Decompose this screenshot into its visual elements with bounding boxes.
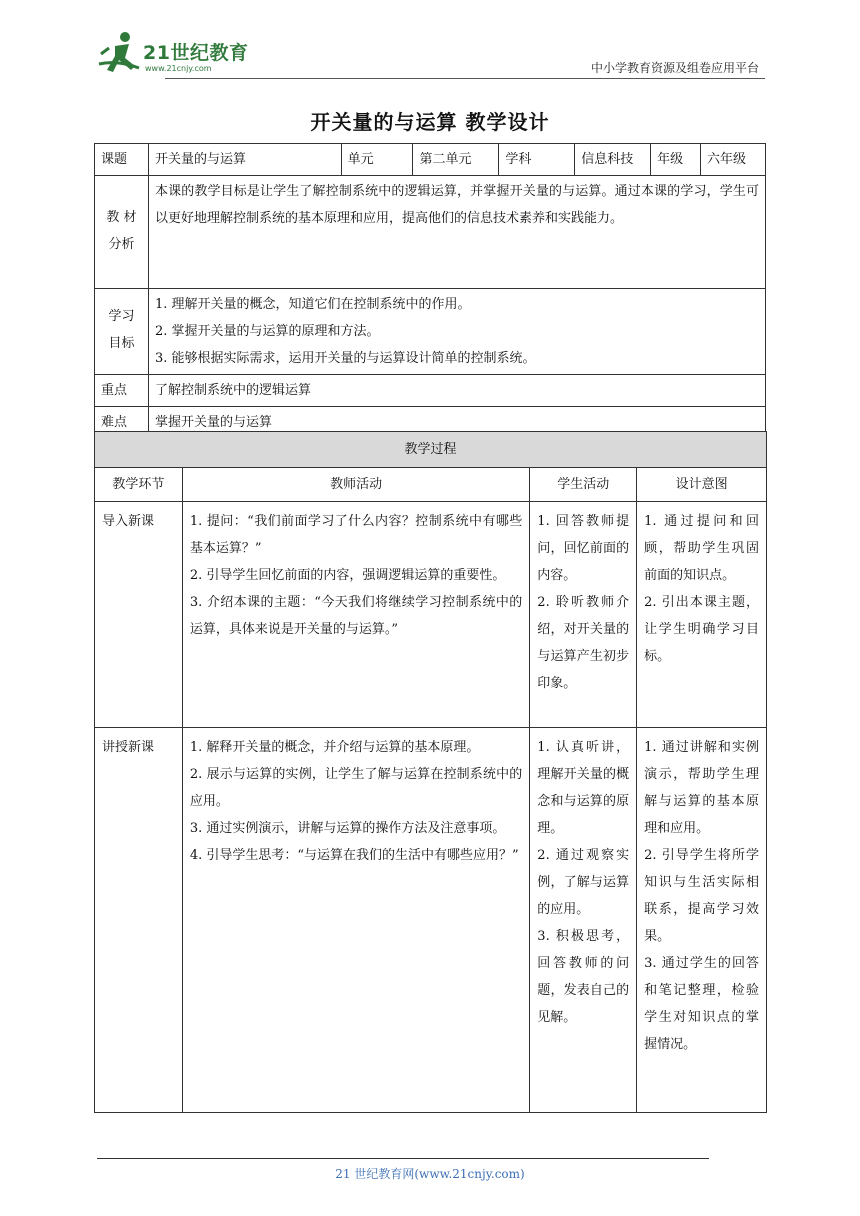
teacher-activity-item: 3. 通过实例演示，讲解与运算的操作方法及注意事项。 (189, 821, 506, 836)
info-row-analysis (95, 176, 766, 289)
analysis-text: 本课的教学目标是让学生了解控制系统中的逻辑运算，并掌握开关量的与运算。通过本课的学习，学生可以更好地理解控制系统的基本原理和应用，提高他们的信息技术素养和实践能力。 (148, 176, 765, 289)
goals-list (148, 289, 765, 375)
goal-item: 3. 能够根据实际需求，运用开关量的与运算设计简单的控制系统。 (154, 351, 536, 366)
teacher-activity-item: 2. 引导学生回忆前面的内容，强调逻辑运算的重要性。 (189, 568, 506, 583)
info-row-goals (95, 289, 766, 375)
student-activity-item: 1. 回答教师提问，回忆前面的内容。 (537, 514, 630, 583)
design-intent-item: 2. 引出本课主题，让学生明确学习目标。 (644, 595, 759, 664)
column-header: 学生活动 (530, 468, 637, 502)
difficulty-value: 掌握开关量的与运算 (148, 407, 765, 439)
key-value: 了解控制系统中的逻辑运算 (148, 375, 765, 407)
goals-label-line-2: 目标 (108, 336, 135, 351)
goal-item: 1. 理解开关量的概念，知道它们在控制系统中的作用。 (154, 297, 471, 312)
process-band-row (95, 432, 767, 468)
footer-divider (97, 1158, 709, 1159)
info-row-key (95, 375, 766, 407)
design-intent-item: 1. 通过提问和回顾，帮助学生巩固前面的知识点。 (644, 514, 759, 583)
subject-label: 学科 (499, 144, 575, 176)
column-header: 教学环节 (95, 468, 183, 502)
goals-label (95, 289, 149, 375)
topic-value: 开关量的与运算 (148, 144, 341, 176)
teacher-activity-cell (182, 728, 529, 1113)
page-header (95, 28, 765, 80)
student-activity-cell (530, 728, 637, 1113)
table-row (95, 502, 767, 728)
analysis-label-line-2: 分析 (108, 237, 135, 252)
process-header-row (95, 468, 767, 502)
design-intent-item: 1. 通过讲解和实例演示，帮助学生理解与运算的基本原理和应用。 (644, 740, 759, 836)
column-header: 设计意图 (637, 468, 767, 502)
design-intent-cell (637, 502, 767, 728)
design-intent-cell (637, 728, 767, 1113)
grade-value: 六年级 (701, 144, 766, 176)
student-activity-item: 3. 积极思考，回答教师的问题，发表自己的见解。 (537, 929, 630, 1025)
difficulty-label: 难点 (95, 407, 149, 439)
header-divider (165, 78, 765, 79)
teacher-activity-item: 1. 提问：“我们前面学习了什么内容？控制系统中有哪些基本运算？” (189, 514, 523, 556)
footer-link[interactable]: 21 世纪教育网(www.21cnjy.com) (335, 1167, 525, 1181)
stage-cell: 导入新课 (95, 502, 183, 728)
teacher-activity-item: 1. 解释开关量的概念，并介绍与运算的基本原理。 (189, 740, 480, 755)
design-intent-item: 2. 引导学生将所学知识与生活实际相联系，提高学习效果。 (644, 848, 759, 944)
column-header: 教师活动 (182, 468, 529, 502)
document-title: 开关量的与运算 教学设计 (310, 110, 550, 134)
student-activity-item: 2. 聆听教师介绍，对开关量的与运算产生初步印象。 (537, 595, 630, 691)
student-activity-cell (530, 502, 637, 728)
logo-url: www.21cnjy.com (145, 64, 212, 73)
key-label: 重点 (95, 375, 149, 407)
runner-icon (95, 30, 145, 78)
stage-cell: 讲授新课 (95, 728, 183, 1113)
topic-label: 课题 (95, 144, 149, 176)
subject-value: 信息科技 (575, 144, 651, 176)
info-row-topic (95, 144, 766, 176)
course-info-table (94, 143, 766, 439)
table-row (95, 728, 767, 1113)
teacher-activity-item: 3. 介绍本课的主题：“今天我们将继续学习控制系统中的运算，具体来说是开关量的与运算。” (189, 595, 523, 637)
student-activity-item: 1. 认真听讲，理解开关量的概念和与运算的原理。 (537, 740, 630, 836)
teacher-activity-item: 4. 引导学生思考：“与运算在我们的生活中有哪些应用？” (189, 848, 519, 863)
goal-item: 2. 掌握开关量的与运算的原理和方法。 (154, 324, 380, 339)
unit-label: 单元 (341, 144, 413, 176)
analysis-label-line-1: 教 材 (106, 210, 137, 225)
student-activity-item: 2. 通过观察实例，了解与运算的应用。 (537, 848, 630, 917)
teacher-activity-item: 2. 展示与运算的实例，让学生了解与运算在控制系统中的应用。 (189, 767, 523, 809)
unit-value: 第二单元 (413, 144, 499, 176)
logo-text: 21世纪教育 (143, 42, 249, 64)
analysis-label (95, 176, 149, 289)
process-band-title: 教学过程 (95, 432, 767, 468)
teaching-process-table (94, 431, 767, 1113)
teacher-activity-cell (182, 502, 529, 728)
goals-label-line-1: 学习 (108, 309, 135, 324)
grade-label: 年级 (651, 144, 701, 176)
site-logo[interactable] (95, 28, 255, 78)
design-intent-item: 3. 通过学生的回答和笔记整理，检验学生对知识点的掌握情况。 (644, 956, 759, 1052)
platform-name: 中小学教育资源及组卷应用平台 (590, 61, 759, 75)
